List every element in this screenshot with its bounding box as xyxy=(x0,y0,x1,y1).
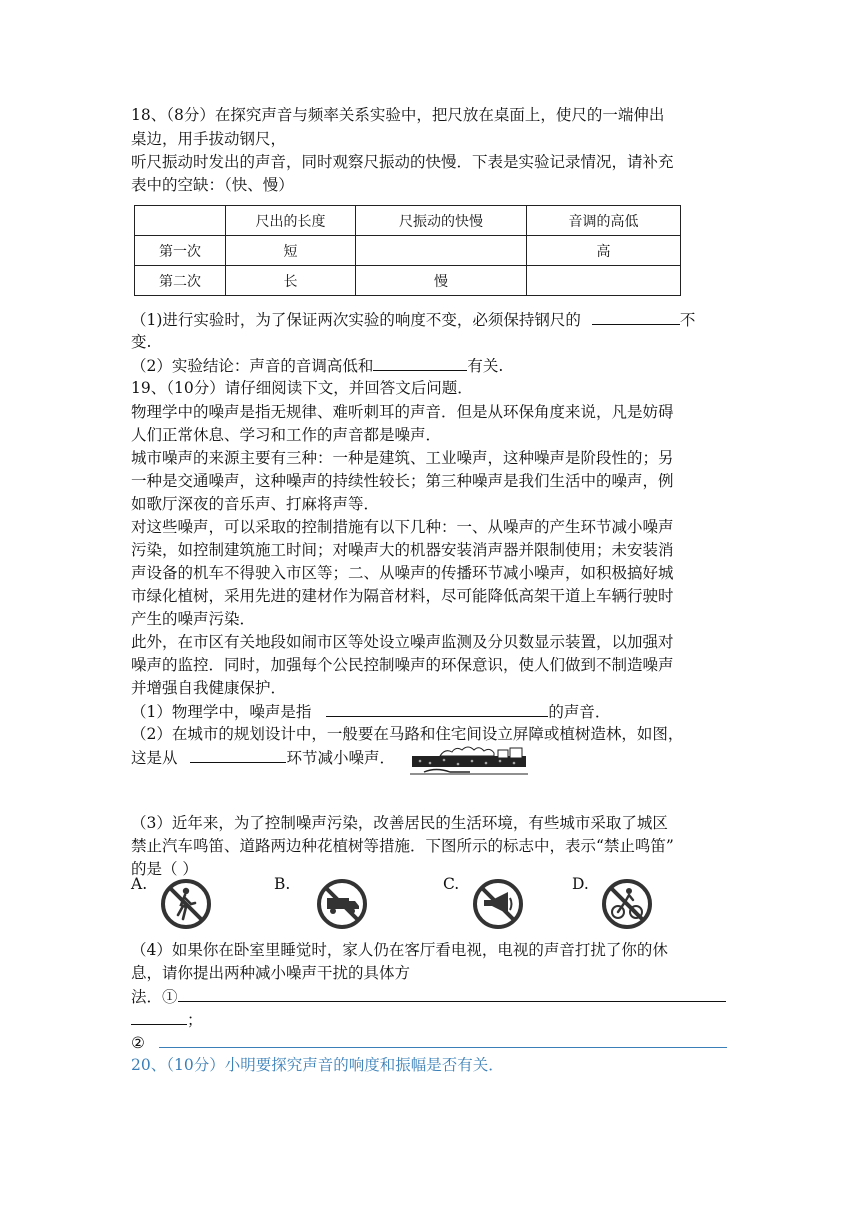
q19-sub4-answer-1-cont xyxy=(131,1008,203,1031)
table-header-cell: 音调的高低 xyxy=(527,206,681,236)
q19-sub1-text: （1）物理学中，噪声是指 xyxy=(131,703,312,721)
table-row xyxy=(135,236,681,266)
q19-sub1 xyxy=(131,700,610,723)
answer-blank-1[interactable] xyxy=(178,985,726,1002)
q19-sub4-answer-1 xyxy=(131,985,726,1008)
no-honking-sign-icon[interactable] xyxy=(472,878,524,930)
table-cell: 长 xyxy=(226,266,356,296)
option-b-label[interactable]: B. xyxy=(274,875,291,893)
q18-sub1 xyxy=(131,308,695,331)
q19-sub4-semicolon: ； xyxy=(187,1011,203,1029)
table-cell: 第二次 xyxy=(135,266,226,296)
q18-line-3: 听尺振动时发出的声音，同时观察尺振动的快慢．下表是实验记录情况，请补充 xyxy=(131,153,674,171)
experiment-record-table xyxy=(134,205,681,296)
q18-line-4: 表中的空缺：（快、慢） xyxy=(131,176,294,194)
table-cell: 慢 xyxy=(356,266,527,296)
no-truck-sign-icon[interactable] xyxy=(316,878,368,930)
q19-paragraph-line: 市绿化植树，采用先进的建材作为隔音材料，尽可能降低高架干道上车辆行驶时 xyxy=(131,587,674,605)
q19-sub3-line: 禁止汽车鸣笛、道路两边种花植树等措施．下图所示的标志中，表示“禁止鸣笛” xyxy=(131,837,674,855)
answer-blank-1-cont[interactable] xyxy=(131,1008,187,1025)
q19-paragraph-line: 声设备的机车不得驶入市区等；二、从噪声的传播环节减小噪声，如积极搞好城 xyxy=(131,564,674,582)
q19-paragraph-line: 物理学中的噪声是指无规律、难听刺耳的声音．但是从环保角度来说，凡是妨碍 xyxy=(131,403,674,421)
no-bicycle-sign-icon[interactable] xyxy=(601,878,653,930)
option-a-label[interactable]: A. xyxy=(131,875,148,893)
answer-blank[interactable] xyxy=(326,700,548,717)
q18-line-1: 18、（8分）在探究声音与频率关系实验中，把尺放在桌面上，使尺的一端伸出 xyxy=(131,106,665,124)
q18-sub2-text: （2）实验结论：声音的音调高低和 xyxy=(131,357,374,375)
q19-title: 19、（10分）请仔细阅读下文，并回答文后问题． xyxy=(131,379,473,397)
q19-paragraph-line: 并增强自我健康保护． xyxy=(131,679,287,697)
table-header-cell: 尺振动的快慢 xyxy=(356,206,527,236)
q19-paragraph-line: 噪声的监控．同时，加强每个公民控制噪声的环保意识，使人们做到不制造噪声 xyxy=(131,656,674,674)
table-header-cell: 尺出的长度 xyxy=(226,206,356,236)
q19-sub3-line: （3）近年来，为了控制噪声污染，改善居民的生活环境，有些城市采取了城区 xyxy=(131,814,668,832)
q19-paragraph-line: 一种是交通噪声，这种噪声的持续性较长；第三种噪声是我们生活中的噪声，例 xyxy=(131,472,674,490)
q19-paragraph-line: 人们正常休息、学习和工作的声音都是噪声． xyxy=(131,426,442,444)
q19-paragraph-line: 如歌厅深夜的音乐声、打麻将声等． xyxy=(131,495,380,513)
q19-sub4-circle-2: ② xyxy=(131,1034,145,1052)
q19-paragraph-line: 对这些噪声，可以采取的控制措施有以下几种：一、从噪声的产生环节减小噪声 xyxy=(131,518,674,536)
table-row xyxy=(135,266,681,296)
q19-sub4-line: 息，请你提出两种减小噪声干扰的具体方 xyxy=(131,964,411,982)
q19-sub2-tail: 环节减小噪声． xyxy=(286,749,395,767)
no-pedestrian-sign-icon[interactable] xyxy=(160,878,212,930)
q19-sub3-line: 的是（ ） xyxy=(131,860,198,878)
table-header-cell xyxy=(135,206,226,236)
q18-sub1-text: （1)进行实验时，为了保证两次实验的响度不变，必须保持钢尺的 xyxy=(131,311,581,329)
q19-paragraph-line: 污染，如控制建筑施工时间；对噪声大的机器安装消声器并限制使用；未安装消 xyxy=(131,541,674,559)
answer-blank[interactable] xyxy=(592,308,680,325)
q19-paragraph-line: 产生的噪声污染． xyxy=(131,610,256,628)
q19-paragraph-line: 此外，在市区有关地段如闹市区等处设立噪声监测及分贝数显示装置，以加强对 xyxy=(131,633,674,651)
q19-sub4-answer-2 xyxy=(131,1031,727,1054)
answer-blank-2[interactable] xyxy=(159,1031,727,1048)
q19-sub4-line: （4）如果你在卧室里睡觉时，家人仍在客厅看电视，电视的声音打扰了你的休 xyxy=(131,941,668,959)
q18-sub2 xyxy=(131,354,503,377)
q18-sub1-cont: 变. xyxy=(131,333,152,351)
table-header-row xyxy=(135,206,681,236)
q20-title: 20、（10分）小明要探究声音的响度和振幅是否有关． xyxy=(131,1056,504,1074)
q19-sub2: （2）在城市的规划设计中，一般要在马路和住宅间设立屏障或植树造林，如图， xyxy=(131,725,684,743)
answer-blank[interactable] xyxy=(373,354,467,371)
q19-sub1-tail: 的声音． xyxy=(548,703,611,721)
q18-sub1-tail: 不 xyxy=(679,311,696,329)
table-cell: 高 xyxy=(527,236,681,266)
answer-blank[interactable] xyxy=(190,746,286,763)
table-cell: 第一次 xyxy=(135,236,226,266)
option-c-label[interactable]: C. xyxy=(443,875,460,893)
table-cell-blank[interactable] xyxy=(356,236,527,266)
q18-line-2: 桌边，用手拔动钢尺， xyxy=(131,130,287,148)
q18-sub2-tail: 有关. xyxy=(467,357,504,375)
q19-sub2-cont xyxy=(131,746,395,769)
table-cell-blank[interactable] xyxy=(527,266,681,296)
table-cell: 短 xyxy=(226,236,356,266)
q19-paragraph-line: 城市噪声的来源主要有三种：一种是建筑、工业噪声，这种噪声是阶段性的；另 xyxy=(131,449,674,467)
sound-barrier-illustration xyxy=(410,746,528,776)
option-d-label[interactable]: D. xyxy=(572,875,589,893)
q19-sub2-text: 这是从 xyxy=(131,749,178,767)
q19-sub4-label: 法．① xyxy=(131,988,178,1006)
